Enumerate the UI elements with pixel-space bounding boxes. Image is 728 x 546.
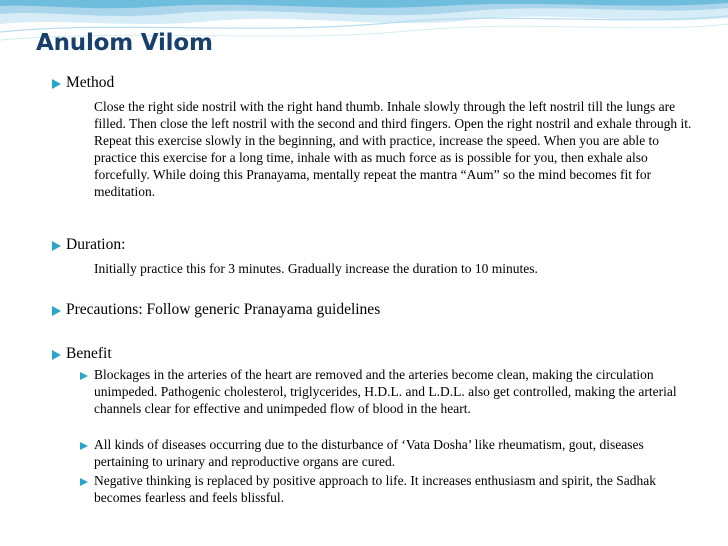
benefit-item-1: Blockages in the arteries of the heart are removed and the arteries become clean, making the circulation unimpeded. Pathogenic cholesterol, triglycerides, H.D.L. and L.D.L. also get controlled, making the arterial channels clear for effective and unimpeded flow of blood in the heart. xyxy=(94,367,677,416)
heading-duration: Duration: xyxy=(66,236,126,253)
heading-precautions: Precautions: Follow generic Pranayama guidelines xyxy=(66,301,381,318)
slide-title: Anulom Vilom xyxy=(36,30,213,56)
duration-text: Initially practice this for 3 minutes. Gradually increase the duration to 10 minutes. xyxy=(94,261,538,276)
method-text: Close the right side nostril with the right hand thumb. Inhale slowly through the left nostril till the lungs are filled. Then close the left nostril with the second and third fingers. Open the right nostril and exhale through it. Repeat this exercise slowly in the beginning, and with practice, increase the speed. When you are able to practice this exercise for a long time, inhale with as much force as is possible for you, then exhale also forcefully. While doing this Pranayama, mentally repeat the mantra “Aum” so the mind becomes fit for meditation. xyxy=(94,99,692,199)
benefit-item-3: Negative thinking is replaced by positive approach to life. It increases enthusiasm and spirit, the Sadhak becomes fearless and feels blissful. xyxy=(94,473,656,505)
bullet-benefit-1-icon xyxy=(80,372,88,380)
bullet-precautions-icon xyxy=(52,306,61,316)
bullet-method-icon xyxy=(52,79,61,89)
benefit-item-2: All kinds of diseases occurring due to the disturbance of ‘Vata Dosha’ like rheumatism, gout, diseases pertaining to urinary and reproductive organs are cured. xyxy=(94,437,644,469)
bullet-benefit-3-icon xyxy=(80,478,88,486)
bullet-duration-icon xyxy=(52,241,61,251)
bullet-benefit-icon xyxy=(52,350,61,360)
heading-method: Method xyxy=(66,74,115,91)
bullet-benefit-2-icon xyxy=(80,442,88,450)
heading-benefit: Benefit xyxy=(66,345,112,362)
